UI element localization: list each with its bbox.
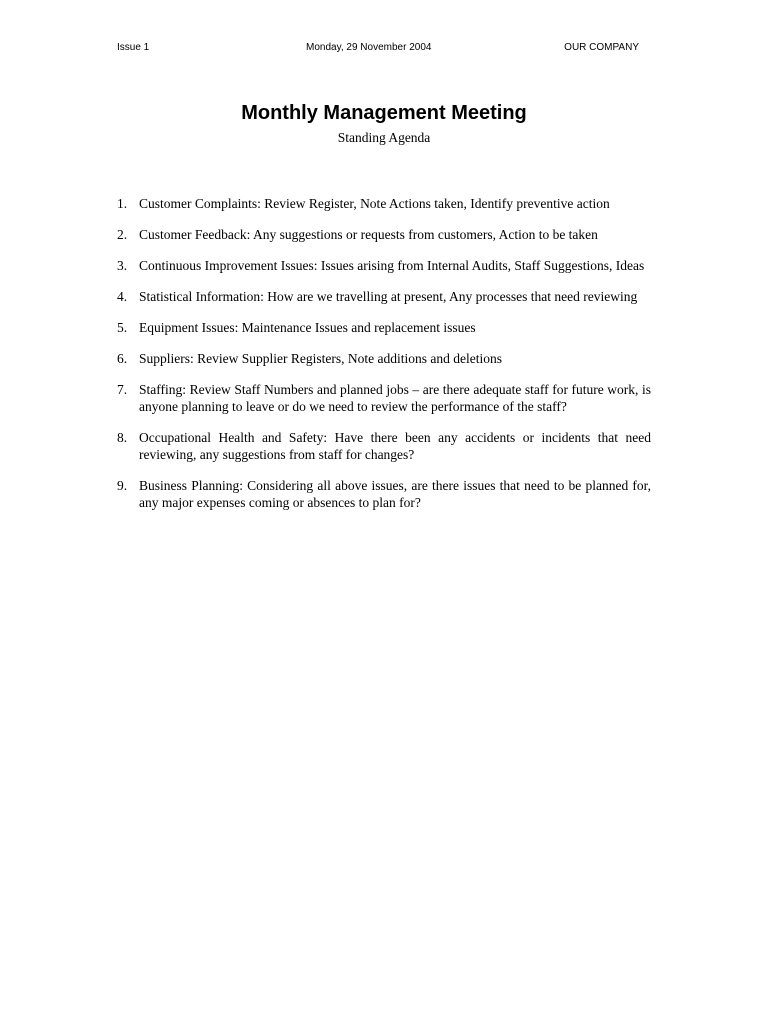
agenda-item-number: 9. [117, 478, 128, 493]
agenda-item-text: Equipment Issues: Maintenance Issues and replacement issues [139, 320, 476, 335]
agenda-list [117, 195, 651, 525]
agenda-item-text: Suppliers: Review Supplier Registers, Note additions and deletions [139, 351, 502, 366]
agenda-item [117, 477, 651, 511]
agenda-item [117, 429, 651, 463]
agenda-item-text: Staffing: Review Staff Numbers and planned jobs – are there adequate staff for future work, is anyone planning to leave or do we need to review the performance of the staff? [139, 382, 651, 414]
agenda-item-number: 2. [117, 227, 128, 242]
agenda-item-number: 5. [117, 320, 128, 335]
agenda-item-number: 8. [117, 430, 128, 445]
agenda-item-text: Occupational Health and Safety: Have there been any accidents or incidents that need reviewing, any suggestions from staff for changes? [139, 430, 651, 462]
agenda-item-text: Customer Complaints: Review Register, Note Actions taken, Identify preventive action [139, 196, 610, 211]
agenda-item [117, 350, 651, 367]
agenda-item-text: Statistical Information: How are we travelling at present, Any processes that need reviewing [139, 289, 638, 304]
issue-label: Issue 1 [117, 42, 150, 53]
agenda-item [117, 195, 651, 212]
agenda-item-text: Continuous Improvement Issues: Issues arising from Internal Audits, Staff Suggestions, Ideas [139, 258, 645, 273]
agenda-item [117, 381, 651, 415]
document-title: Monthly Management Meeting [241, 102, 527, 124]
agenda-item-number: 3. [117, 258, 128, 273]
agenda-item [117, 288, 651, 305]
agenda-item [117, 226, 651, 243]
page-header [117, 41, 639, 55]
agenda-item-number: 7. [117, 382, 128, 397]
company-name: OUR COMPANY [564, 42, 639, 53]
document-subtitle: Standing Agenda [337, 130, 431, 145]
agenda-item [117, 319, 651, 336]
agenda-item [117, 257, 651, 274]
agenda-item-number: 6. [117, 351, 128, 366]
agenda-item-number: 1. [117, 196, 128, 211]
header-date: Monday, 29 November 2004 [306, 42, 432, 53]
agenda-item-text: Business Planning: Considering all above issues, are there issues that need to be planned for, any major expenses coming or absences to plan for? [139, 478, 651, 510]
agenda-item-number: 4. [117, 289, 128, 304]
agenda-item-text: Customer Feedback: Any suggestions or requests from customers, Action to be taken [139, 227, 598, 242]
